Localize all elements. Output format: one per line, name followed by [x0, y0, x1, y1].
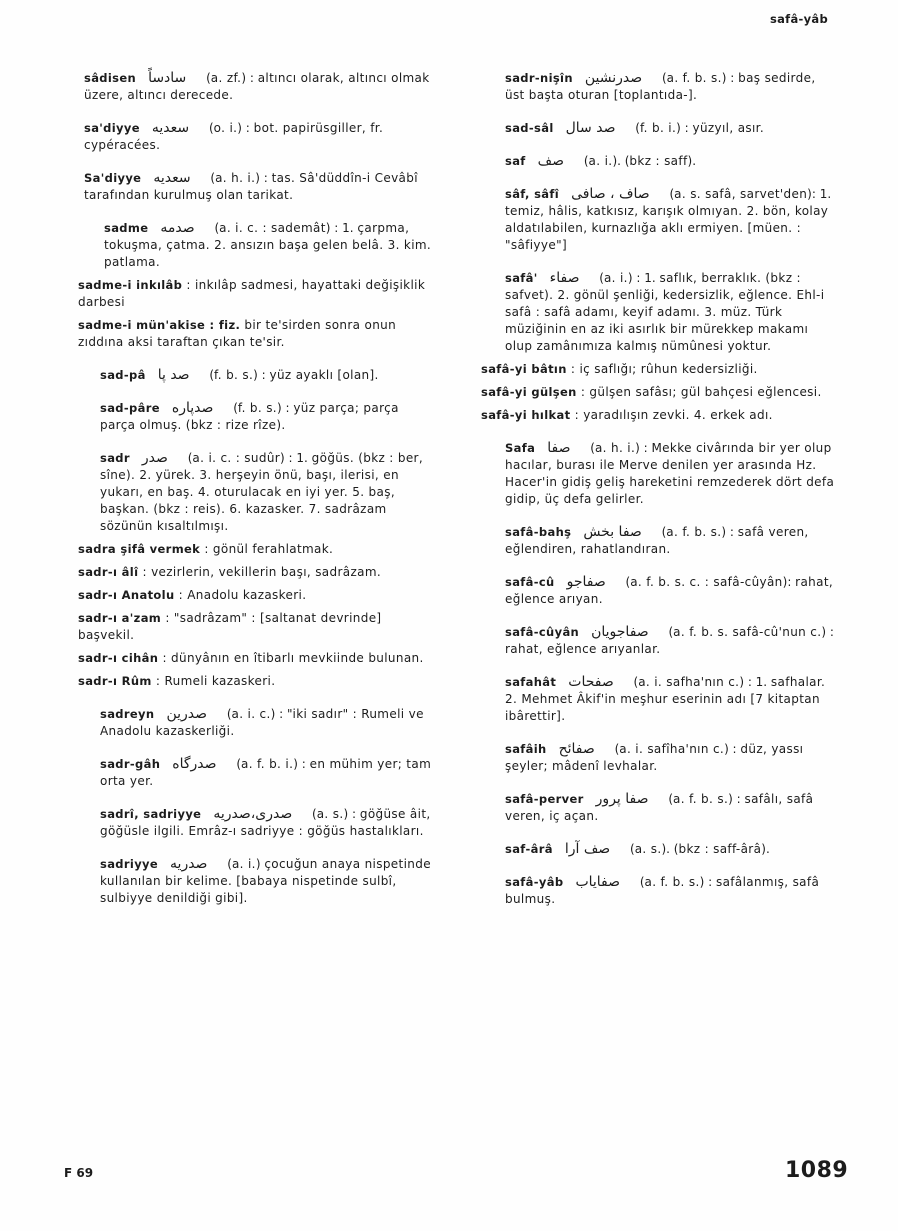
entry-head: safâ-perver — [505, 792, 584, 806]
entry-sadme-i-munakise — [64, 317, 436, 351]
entry-head: sâf, sâfî — [505, 187, 560, 201]
entry-definition: : gönül ferahlatmak. — [200, 542, 334, 556]
arabic-script: صدرنشين — [584, 70, 643, 86]
entry-head: sadra şifâ vermek — [78, 542, 201, 556]
entry-head: sad-sâl — [505, 121, 554, 135]
arabic-script: صفاجويان — [591, 624, 649, 640]
arabic-script: صدريه — [170, 856, 208, 872]
entry-sadisen — [64, 70, 436, 104]
arabic-script: صدمه — [160, 220, 195, 236]
entry-definition: (a. f. b. s.) : safâlı, safâ veren, iç açan. — [505, 792, 814, 823]
entry-head: sadr-gâh — [100, 757, 161, 771]
entry-head: sadr-ı cihân — [78, 651, 159, 665]
entry-definition: (a. zf.) : altıncı olarak, altıncı olmak üzere, altıncı derecede. — [84, 71, 430, 102]
entry-head: sadme-i inkılâb — [78, 278, 183, 292]
entry-sadr-gah — [64, 756, 436, 790]
entry-definition: (a. f. b. s. c. : safâ-cûyân): rahat, eğlence arıyan. — [505, 575, 834, 606]
entry-head: sadriyye — [100, 857, 159, 871]
entry-definition: : inkılâp sadmesi, hayattaki değişiklik darbesi — [78, 278, 426, 309]
entry-safa-perver — [467, 791, 839, 825]
entry-head: safâ-cû — [505, 575, 555, 589]
entry-definition: (a. i.) çocuğun anaya nispetinde kullanılan bir kelime. [babaya nispetinde sulbî, sulbiyye denildiği gibi]. — [100, 857, 431, 905]
entry-definition: : Anadolu kazaskeri. — [174, 588, 307, 602]
entry-definition: (a. s.). (bkz : saff-ârâ). — [626, 842, 770, 856]
arabic-script: صدرگاه — [172, 756, 217, 772]
entry-sad-pare — [64, 400, 436, 434]
entry-head: sadr-ı Anatolu — [78, 588, 175, 602]
entry-safa-place — [467, 440, 839, 508]
entry-definition: (a. i. safîha'nın c.) : düz, yassı şeyler; mâdenî levhalar. — [505, 742, 804, 773]
arabic-script: صفا بخش — [583, 524, 642, 540]
entry-head: sâdisen — [84, 71, 137, 85]
entry-head: safâ-cûyân — [505, 625, 580, 639]
entry-definition: (a. f. b. i.) : en mühim yer; tam orta yer. — [100, 757, 432, 788]
entry-safa-cuyan — [467, 624, 839, 658]
entry-definition: (a. s. safâ, sarvet'den): 1. temiz, hâlis, katkısız, karışık olmıyan. 2. bön, kolay aldatılabilen, kurnazlığa aklı ermiyen. [müen. : "sâfiyye"] — [505, 187, 832, 252]
entry-head: sadr-nişîn — [505, 71, 573, 85]
entry-sadr-nisin — [467, 70, 839, 104]
arabic-script: صد سال — [565, 120, 616, 136]
entry-sadme-i-inkilab — [64, 277, 436, 311]
signature-mark: F 69 — [64, 1166, 94, 1180]
entry-sadr-i-cihan — [64, 650, 436, 667]
entry-sad-sal — [467, 120, 839, 137]
left-column — [64, 62, 436, 907]
arabic-script: صفاء — [549, 270, 580, 286]
entry-head: sadr — [100, 451, 130, 465]
entry-head: safâ-yi gülşen — [481, 385, 577, 399]
entry-head: sadme — [104, 221, 149, 235]
entry-head: sadr-ı a'zam — [78, 611, 162, 625]
entry-sadiyye-tarikat — [64, 170, 436, 204]
page-number: 1089 — [785, 1158, 849, 1183]
arabic-script: صدرين — [166, 706, 208, 722]
arabic-script: صفحات — [568, 674, 614, 690]
entry-sadr — [64, 450, 436, 535]
entry-head: sad-pâre — [100, 401, 160, 415]
arabic-script: صدر — [141, 450, 168, 466]
entry-safahat — [467, 674, 839, 725]
entry-head: safâ-yâb — [505, 875, 564, 889]
entry-definition: (a. i. safha'nın c.) : 1. safhalar. 2. Mehmet Âkif'in meşhur eserinin adı [7 kitaptan ibârettir]. — [505, 675, 826, 723]
entry-safa — [467, 270, 839, 355]
entry-definition: (a. f. b. s.) : safâlanmış, safâ bulmuş. — [505, 875, 820, 906]
entry-safa-bahs — [467, 524, 839, 558]
entry-sadr-i-rum — [64, 673, 436, 690]
entry-sad-pa — [64, 367, 436, 384]
entry-definition: (o. i.) : bot. papirüsgiller, fr. cypéracées. — [84, 121, 384, 152]
arabic-script: صفاياب — [575, 874, 621, 890]
arabic-script: صفا — [547, 440, 571, 456]
entry-definition: : gülşen safâsı; gül bahçesi eğlencesi. — [576, 385, 822, 399]
arabic-script: صفاجو — [566, 574, 606, 590]
entry-sadme — [64, 220, 436, 271]
arabic-script: صدپاره — [171, 400, 214, 416]
entry-safa-cu — [467, 574, 839, 608]
entry-sadiyye — [64, 120, 436, 154]
arabic-script: صد پا — [157, 367, 190, 383]
arabic-script: صفا پرور — [595, 791, 649, 807]
running-head: safâ-yâb — [769, 12, 828, 26]
entry-safa-yi-batin — [467, 361, 839, 378]
entry-head: sadreyn — [100, 707, 155, 721]
entry-head: sadr-ı âlî — [78, 565, 139, 579]
arabic-script: سادساً — [148, 70, 187, 86]
entry-head: sadrî, sadriyye — [100, 807, 202, 821]
entry-definition: (a. h. i.) : Mekke civârında bir yer olup hacılar, burası ile Merve denilen yer arasında Hz. Hacer'in gidiş geliş hareketini remzederek dört defa gidip, üç defa gelirler. — [505, 441, 835, 506]
entry-head: sadme-i mün'akise : fiz. — [78, 318, 241, 332]
entry-safa-yi-gulsen — [467, 384, 839, 401]
entry-definition: : dünyânın en îtibarlı mevkiinde bulunan. — [158, 651, 424, 665]
entry-definition: (a. i. c.) : "iki sadır" : Rumeli ve Anadolu kazaskerliği. — [100, 707, 424, 738]
entry-definition: : "sadrâzam" : [saltanat devrinde] başvekil. — [78, 611, 382, 642]
entry-head: safâ-bahş — [505, 525, 572, 539]
arabic-script: سعديه — [151, 120, 190, 136]
entry-sadreyn — [64, 706, 436, 740]
arabic-script: صفائح — [558, 741, 595, 757]
entry-definition: : yaradılışın zevki. 4. erkek adı. — [570, 408, 773, 422]
arabic-script: سعديه — [153, 170, 191, 186]
entry-definition: (a. f. b. s. safâ-cû'nun c.) : rahat, eğlence arıyanlar. — [505, 625, 834, 656]
entry-definition: (a. f. b. s.) : safâ veren, eğlendiren, rahatlandıran. — [505, 525, 809, 556]
entry-sadr-i-azam — [64, 610, 436, 644]
entry-definition: (a. i.) : 1. saflık, berraklık. (bkz : safvet). 2. gönül şenliği, kedersizlik, eğlence. Ehl-i safâ : safâ adamı, keyif adamı. 3. müz. Türk müziğinin en az iki asırlık bir mürekkep makamı olup zamânımıza kalmış nümûnesi yoktur. — [505, 271, 825, 353]
entry-definition: (f. b. s.) : yüz parça; parça parça olmuş. (bkz : rize rîze). — [100, 401, 399, 432]
entry-definition: (f. b. s.) : yüz ayaklı [olan]. — [205, 368, 379, 382]
arabic-script: صدرى،صدريه — [213, 806, 293, 822]
entry-safa-yab — [467, 874, 839, 908]
entry-sadri-sadriyye — [64, 806, 436, 840]
entry-head: sa'diyye — [84, 121, 140, 135]
arabic-script: صاف ، صافى — [571, 186, 650, 202]
entry-definition: (a. f. b. s.) : baş sedirde, üst başta oturan [toplantıda-]. — [505, 71, 816, 102]
entry-head: safâ-yi hılkat — [481, 408, 571, 422]
entry-sadr-i-ali — [64, 564, 436, 581]
arabic-script: صف — [537, 153, 565, 169]
arabic-script: صف آرا — [564, 841, 611, 857]
entry-definition: (a. i.). (bkz : saff). — [580, 154, 697, 168]
entry-head: safâ-yi bâtın — [481, 362, 567, 376]
entry-head: saf-ârâ — [505, 842, 553, 856]
entry-saf-ara — [467, 841, 839, 858]
entry-definition: (a. s.) : göğüse âit, göğüsle ilgili. Emrâz-ı sadriyye : göğüs hastalıkları. — [100, 807, 431, 838]
entry-definition: : vezirlerin, vekillerin başı, sadrâzam. — [138, 565, 382, 579]
right-column — [467, 62, 839, 908]
entry-saf-safi — [467, 186, 839, 254]
entry-definition: : Rumeli kazaskeri. — [151, 674, 276, 688]
entry-definition: (f. b. i.) : yüzyıl, asır. — [631, 121, 765, 135]
entry-sadriyye — [64, 856, 436, 907]
entry-head: safahât — [505, 675, 557, 689]
entry-definition: (a. i. c. : sademât) : 1. çarpma, tokuşma, çatma. 2. ansızın başa gelen belâ. 3. kim. patlama. — [104, 221, 432, 269]
entry-definition: (a. h. i.) : tas. Sâ'düddîn-i Cevâbî tarafından kurulmuş olan tarikat. — [84, 171, 418, 202]
entry-head: saf — [505, 154, 526, 168]
entry-head: Sa'diyye — [84, 171, 142, 185]
entry-definition: : iç saflığı; rûhun kedersizliği. — [566, 362, 758, 376]
entry-sadra-sifa-vermek — [64, 541, 436, 558]
entry-head: safâih — [505, 742, 547, 756]
entry-definition: (a. i. c. : sudûr) : 1. göğüs. (bkz : ber, sîne). 2. yürek. 3. herşeyin önü, başı, ilerisi, en yukarı, en baş. 4. oturulacak en iyi yer. 5. baş, başkan. (bkz : reis). 6. kazasker. 7. sadrâzam sözünün kısaltılmışı. — [100, 451, 424, 533]
entry-definition: bir te'sirden sonra onun zıddına aksi taraftan çıkan te'sir. — [78, 318, 397, 349]
entry-head: Safa — [505, 441, 536, 455]
entry-saf — [467, 153, 839, 170]
entry-head: sad-pâ — [100, 368, 146, 382]
entry-head: sadr-ı Rûm — [78, 674, 152, 688]
entry-sadr-i-anatolu — [64, 587, 436, 604]
entry-head: safâ' — [505, 271, 538, 285]
entry-safa-yi-hilkat — [467, 407, 839, 424]
entry-safaih — [467, 741, 839, 775]
